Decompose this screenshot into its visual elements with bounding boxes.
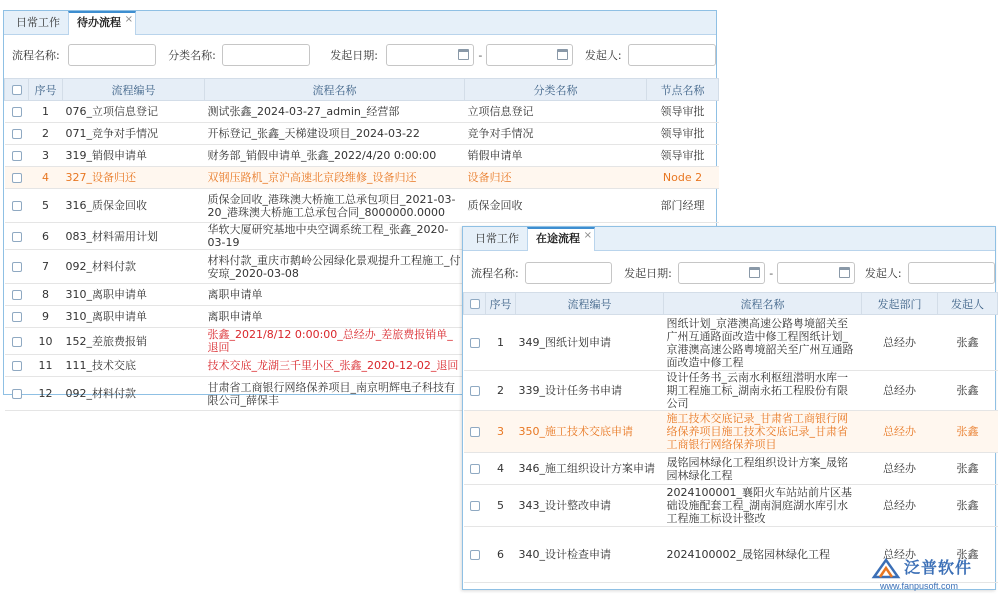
row-dept: 总经办 [862, 527, 938, 583]
row-flow-name[interactable]: 张鑫_2021/8/12 0:00:00_总经办_差旅费报销单_退回 [205, 328, 465, 355]
date-end-input[interactable] [777, 262, 855, 284]
tab-label: 待办流程 [77, 16, 121, 29]
row-flow-name[interactable]: 2024100001_襄阳火车站站前片区基础设施配套工程_湖南洞庭湖水库引水工程施工标设计整改 [664, 485, 862, 527]
row-flow-name[interactable]: 测试张鑫_2024-03-27_admin_经营部 [205, 101, 465, 123]
row-category: 销假申请单 [465, 145, 647, 167]
row-checkbox[interactable] [470, 501, 480, 511]
row-no: 5 [486, 485, 516, 527]
row-code[interactable]: 310_离职申请单 [63, 306, 205, 328]
row-flow-name[interactable]: 2024100002_晟铭园林绿化工程 [664, 527, 862, 583]
row-flow-name[interactable]: 财务部_销假申请单_张鑫_2022/4/20 0:00:00 [205, 145, 465, 167]
table-row[interactable] [5, 101, 719, 123]
row-no: 2 [486, 371, 516, 411]
calendar-icon[interactable] [749, 267, 760, 278]
row-code[interactable]: 319_销假申请单 [63, 145, 205, 167]
row-checkbox[interactable] [12, 312, 22, 322]
row-no: 11 [29, 355, 63, 377]
tab-bar [463, 227, 995, 251]
row-no: 3 [486, 411, 516, 453]
date-separator: - [769, 266, 774, 280]
row-code[interactable]: 349_图纸计划申请 [516, 315, 664, 371]
row-flow-name[interactable]: 甘肃省工商银行网络保养项目_南京明辉电子科技有限公司_薛保丰 [205, 377, 465, 411]
date-separator: - [478, 48, 483, 62]
row-code[interactable]: 076_立项信息登记 [63, 101, 205, 123]
row-initiator: 张鑫 [938, 453, 998, 485]
logo-mark-icon [872, 557, 900, 581]
tab-pending-flows[interactable] [68, 11, 136, 35]
row-node: 领导审批 [647, 123, 719, 145]
calendar-icon[interactable] [557, 49, 568, 60]
select-all-checkbox[interactable] [464, 293, 486, 315]
table-row[interactable] [464, 453, 998, 485]
row-code[interactable]: 339_设计任务书申请 [516, 371, 664, 411]
row-code[interactable]: 152_差旅费报销 [63, 328, 205, 355]
row-checkbox[interactable] [12, 151, 22, 161]
flow-name-input[interactable] [68, 44, 156, 66]
row-no: 3 [29, 145, 63, 167]
row-checkbox[interactable] [470, 386, 480, 396]
row-checkbox[interactable] [12, 173, 22, 183]
date-start-input[interactable] [678, 262, 765, 284]
row-checkbox[interactable] [12, 201, 22, 211]
row-flow-name[interactable]: 华软大厦研究基地中央空调系统工程_张鑫_2020-03-19 [205, 223, 465, 250]
table-row[interactable] [464, 371, 998, 411]
row-checkbox[interactable] [12, 129, 22, 139]
col-header: 发起部门 [862, 293, 938, 315]
initiator-input[interactable] [908, 262, 995, 284]
row-flow-name[interactable]: 双钢压路机_京沪高速北京段维修_设备归还 [205, 167, 465, 189]
flow-name-label: 流程名称: [471, 267, 519, 280]
col-header: 节点名称 [647, 79, 719, 101]
row-code[interactable]: 092_材料付款 [63, 377, 205, 411]
row-no: 1 [29, 101, 63, 123]
row-checkbox[interactable] [12, 337, 22, 347]
row-node: Node 2 [647, 167, 719, 189]
category-label: 分类名称: [168, 49, 216, 62]
close-icon[interactable]: × [583, 230, 592, 241]
row-checkbox[interactable] [12, 107, 22, 117]
row-code[interactable]: 327_设备归还 [63, 167, 205, 189]
row-checkbox[interactable] [470, 464, 480, 474]
row-checkbox[interactable] [12, 232, 22, 242]
row-node: 领导审批 [647, 101, 719, 123]
close-icon[interactable]: × [124, 14, 133, 25]
in-progress-flows-panel [462, 226, 996, 590]
row-code[interactable]: 083_材料需用计划 [63, 223, 205, 250]
row-code[interactable]: 316_质保金回收 [63, 189, 205, 223]
row-category: 立项信息登记 [465, 101, 647, 123]
row-no: 4 [486, 453, 516, 485]
table-row[interactable] [5, 189, 719, 223]
flow-name-input[interactable] [525, 262, 612, 284]
row-no: 2 [29, 123, 63, 145]
row-code[interactable]: 071_竞争对手情况 [63, 123, 205, 145]
row-code[interactable]: 092_材料付款 [63, 250, 205, 284]
row-code[interactable]: 350_施工技术交底申请 [516, 411, 664, 453]
row-node: 领导审批 [647, 145, 719, 167]
col-header: 流程编号 [516, 293, 664, 315]
col-header: 流程名称 [205, 79, 465, 101]
table-row[interactable] [5, 145, 719, 167]
row-no: 8 [29, 284, 63, 306]
row-checkbox[interactable] [12, 290, 22, 300]
table-row[interactable] [464, 315, 998, 371]
row-flow-name[interactable]: 施工技术交底记录_甘肃省工商银行网络保养项目施工技术交底记录_甘肃省工商银行网络保养项目 [664, 411, 862, 453]
row-checkbox[interactable] [12, 262, 22, 272]
row-code[interactable]: 346_施工组织设计方案申请 [516, 453, 664, 485]
row-initiator: 张鑫 [938, 315, 998, 371]
row-flow-name[interactable]: 材料付款_重庆市鹅岭公园绿化景观提升工程施工_付安琼_2020-03-08 [205, 250, 465, 284]
row-dept: 总经办 [862, 485, 938, 527]
category-input[interactable] [222, 44, 310, 66]
tab-bar [4, 11, 716, 35]
row-checkbox[interactable] [470, 338, 480, 348]
tab-daily-work[interactable]: 日常工作 [475, 232, 519, 245]
row-flow-name[interactable]: 晟铭园林绿化工程组织设计方案_晟铭园林绿化工程 [664, 453, 862, 485]
col-header: 分类名称 [465, 79, 647, 101]
row-category: 竞争对手情况 [465, 123, 647, 145]
row-checkbox[interactable] [12, 389, 22, 399]
row-flow-name[interactable]: 离职申请单 [205, 284, 465, 306]
col-header: 发起人 [938, 293, 998, 315]
date-end-input[interactable] [486, 44, 572, 66]
row-initiator: 张鑫 [938, 411, 998, 453]
row-dept: 总经办 [862, 371, 938, 411]
tab-label: 在途流程 [536, 232, 580, 245]
row-checkbox[interactable] [470, 550, 480, 560]
initiator-label: 发起人: [584, 49, 622, 62]
table-header [5, 79, 719, 101]
row-no: 10 [29, 328, 63, 355]
date-start-input[interactable] [386, 44, 474, 66]
row-no: 1 [486, 315, 516, 371]
row-category: 设备归还 [465, 167, 647, 189]
row-no: 9 [29, 306, 63, 328]
row-checkbox[interactable] [470, 427, 480, 437]
initiator-input[interactable] [628, 44, 716, 66]
calendar-icon[interactable] [839, 267, 850, 278]
row-no: 6 [29, 223, 63, 250]
col-header: 序号 [29, 79, 63, 101]
filter-bar [463, 260, 995, 286]
row-flow-name[interactable]: 技术交底_龙湖三千里小区_张鑫_2020-12-02_退回 [205, 355, 465, 377]
row-code[interactable]: 343_设计整改申请 [516, 485, 664, 527]
filter-bar [4, 42, 716, 68]
flow-name-label: 流程名称: [12, 49, 60, 62]
row-code[interactable]: 310_离职申请单 [63, 284, 205, 306]
col-header: 序号 [486, 293, 516, 315]
in-progress-flows-table [463, 292, 998, 583]
row-flow-name[interactable]: 开标登记_张鑫_天梯建设项目_2024-03-22 [205, 123, 465, 145]
table-header [464, 293, 998, 315]
select-all-checkbox[interactable] [5, 79, 29, 101]
fanpu-logo [870, 553, 995, 593]
row-no: 4 [29, 167, 63, 189]
logo-text: 泛普软件 [904, 558, 973, 577]
table-row[interactable] [464, 411, 998, 453]
calendar-icon[interactable] [458, 49, 469, 60]
row-code[interactable]: 111_技术交底 [63, 355, 205, 377]
row-no: 6 [486, 527, 516, 583]
table-row[interactable] [5, 123, 719, 145]
row-category: 质保金回收 [465, 189, 647, 223]
initiator-label: 发起人: [864, 267, 902, 280]
row-flow-name[interactable]: 设计任务书_云南水利枢纽潜明水库一期工程施工标_湖南永拓工程股份有限公司 [664, 371, 862, 411]
row-dept: 总经办 [862, 315, 938, 371]
col-header: 流程名称 [664, 293, 862, 315]
row-initiator: 张鑫 [938, 485, 998, 527]
date-label: 发起日期: [624, 267, 672, 280]
row-flow-name[interactable]: 图纸计划_京港澳高速公路粤境韶关至广州互通路面改造中修工程图纸计划_京港澳高速公路粤境韶关至广州互通路面改造中修工程 [664, 315, 862, 371]
table-row[interactable] [5, 167, 719, 189]
row-no: 5 [29, 189, 63, 223]
row-initiator: 张鑫 [938, 527, 998, 583]
row-checkbox[interactable] [12, 361, 22, 371]
row-node: 部门经理 [647, 189, 719, 223]
table-row[interactable] [464, 485, 998, 527]
row-no: 7 [29, 250, 63, 284]
row-dept: 总经办 [862, 411, 938, 453]
tab-in-progress-flows[interactable] [527, 227, 595, 251]
row-no: 12 [29, 377, 63, 411]
logo-url: www.fanpusoft.com [880, 581, 959, 591]
row-initiator: 张鑫 [938, 371, 998, 411]
row-flow-name[interactable]: 离职申请单 [205, 306, 465, 328]
col-header: 流程编号 [63, 79, 205, 101]
date-label: 发起日期: [330, 49, 378, 62]
row-code[interactable]: 340_设计检查申请 [516, 527, 664, 583]
row-flow-name[interactable]: 质保金回收_港珠澳大桥施工总承包项目_2021-03-20_港珠澳大桥施工总承包合同_8000000.0000 [205, 189, 465, 223]
tab-daily-work[interactable]: 日常工作 [16, 16, 60, 29]
row-dept: 总经办 [862, 453, 938, 485]
